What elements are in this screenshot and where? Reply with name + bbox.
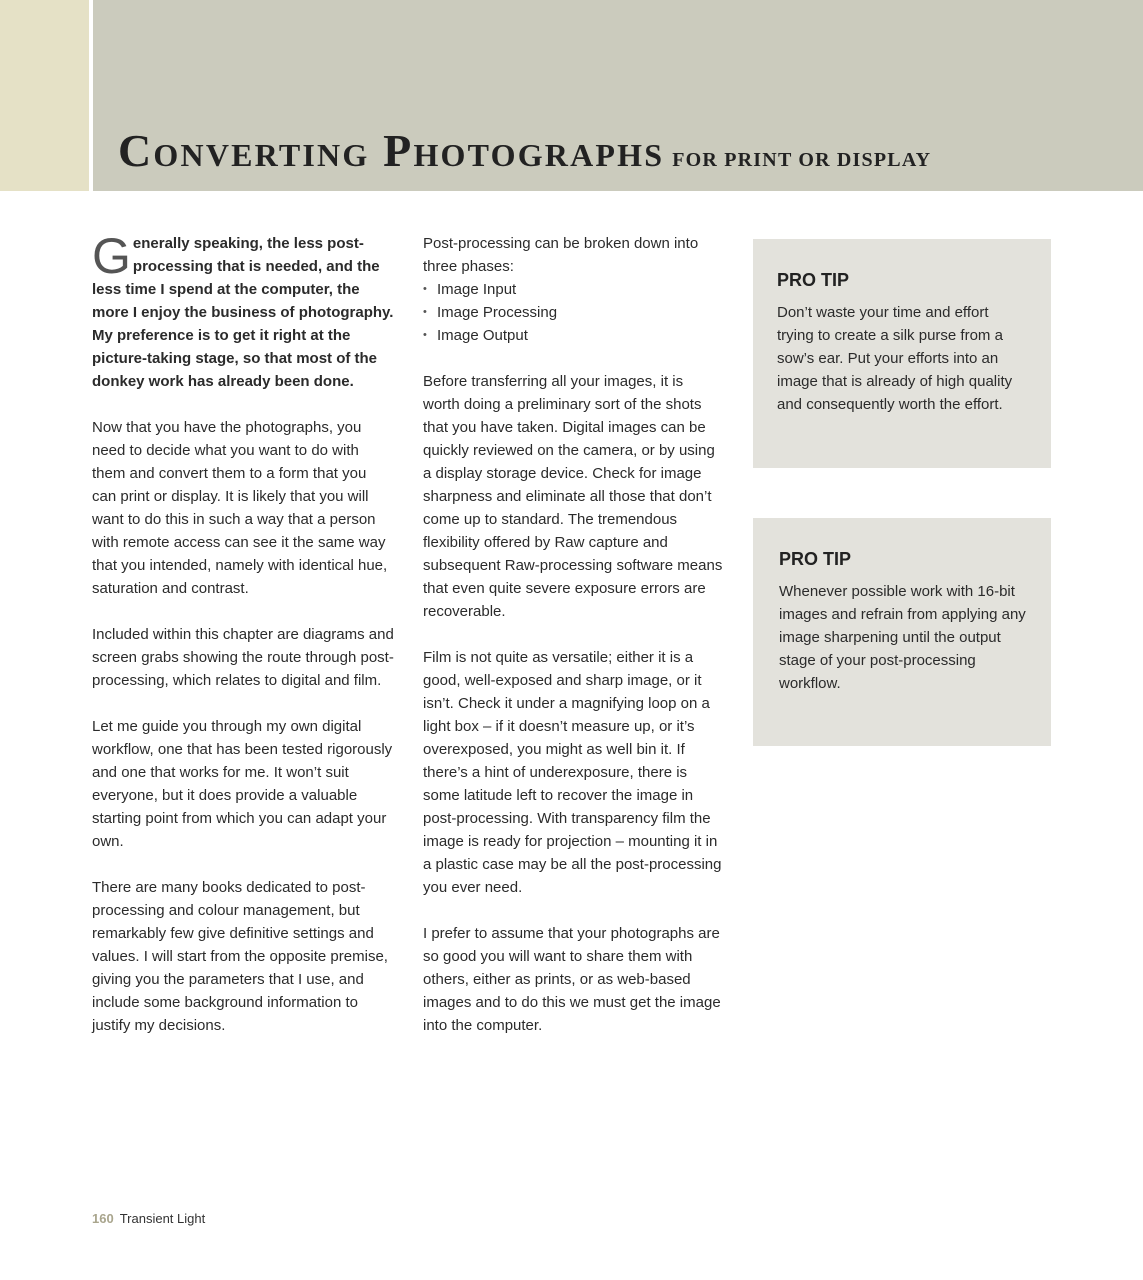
- dropcap: G: [92, 228, 131, 284]
- chapter-title: [118, 124, 931, 177]
- phases-list: [423, 278, 723, 347]
- pro-tip-box: [753, 518, 1051, 746]
- chapter-title-main: Converting Photographs: [118, 125, 665, 176]
- lead-paragraph: [92, 228, 394, 393]
- body-paragraph: I prefer to assume that your photographs are so good you will want to share them with others, either as prints, or as web-based images and to do this we must get the image into the computer.: [423, 925, 721, 1034]
- pro-tip-heading: PRO TIP: [777, 270, 850, 290]
- body-paragraph: Let me guide you through my own digital workflow, one that has been tested rigorously and one that works for me. It won’t suit everyone, but it does provide a valuable starting point from which you can adapt your own.: [92, 718, 393, 850]
- pro-tip-text: Whenever possible work with 16-bit images and refrain from applying any image sharpening until the output stage of your post-processing workflow.: [779, 583, 1026, 692]
- body-paragraph: Film is not quite as versatile; either it is a good, well-exposed and sharp image, or it isn’t. Check it under a magnifying loop on a light box – if it doesn’t measure up, or it’s overexposed, you might as well bin it. If there’s a hint of underexposure, there is some latitude left to recover the image in post-processing. With transparency film the image is ready for projection – mounting it in a plastic case may be all the post-processing you ever need.: [423, 649, 722, 896]
- list-item: • Image Input: [423, 278, 723, 301]
- body-paragraph: There are many books dedicated to post-processing and colour management, but remarkably few give definitive settings and values. I will start from the opposite premise, giving you the parameters that I use, and include some background information to justify my decisions.: [92, 879, 388, 1034]
- body-paragraph: Before transferring all your images, it is worth doing a preliminary sort of the shots that you have taken. Digital images can be quickly reviewed on the camera, or by using a display storage device. Check for image sharpness and eliminate all those that don’t come up to standard. The tremendous flexibility offered by Raw capture and subsequent Raw-processing software means that even quite severe exposure errors are recoverable.: [423, 373, 723, 620]
- page-footer: [92, 1211, 205, 1226]
- list-item: • Image Processing: [423, 301, 723, 324]
- pro-tip-heading: PRO TIP: [779, 549, 852, 569]
- list-item: • Image Output: [423, 324, 723, 347]
- book-title: Transient Light: [119, 1211, 206, 1226]
- body-paragraph: Now that you have the photographs, you need to decide what you want to do with them and convert them to a form that you can print or display. It is likely that you will want to do this in such a way that a person with remote access can see it the same way that you intended, namely with identical hue, saturation and contrast.: [92, 419, 388, 597]
- pro-tip-text: Don’t waste your time and effort trying to create a silk purse from a sow’s ear. Put your efforts into an image that is already of high quality and consequently worth the effort.: [777, 304, 1013, 413]
- body-column-2: [423, 232, 723, 1060]
- pro-tip-box: [753, 239, 1051, 468]
- body-column-1: [92, 228, 394, 1060]
- body-paragraph: Included within this chapter are diagrams and screen grabs showing the route through post-processing, which relates to digital and film.: [92, 626, 394, 689]
- chapter-title-subtitle: FOR PRINT OR DISPLAY: [672, 149, 932, 171]
- lead-text: enerally speaking, the less post-processing that is needed, and the less time I spend at the computer, the more I enjoy the business of photography. My preference is to get it right at the picture-taking stage, so that most of the donkey work has already been done.: [92, 235, 394, 390]
- header-accent-block: [0, 0, 89, 191]
- page-number: 160: [92, 1211, 114, 1226]
- phases-intro: Post-processing can be broken down into three phases:: [423, 235, 699, 275]
